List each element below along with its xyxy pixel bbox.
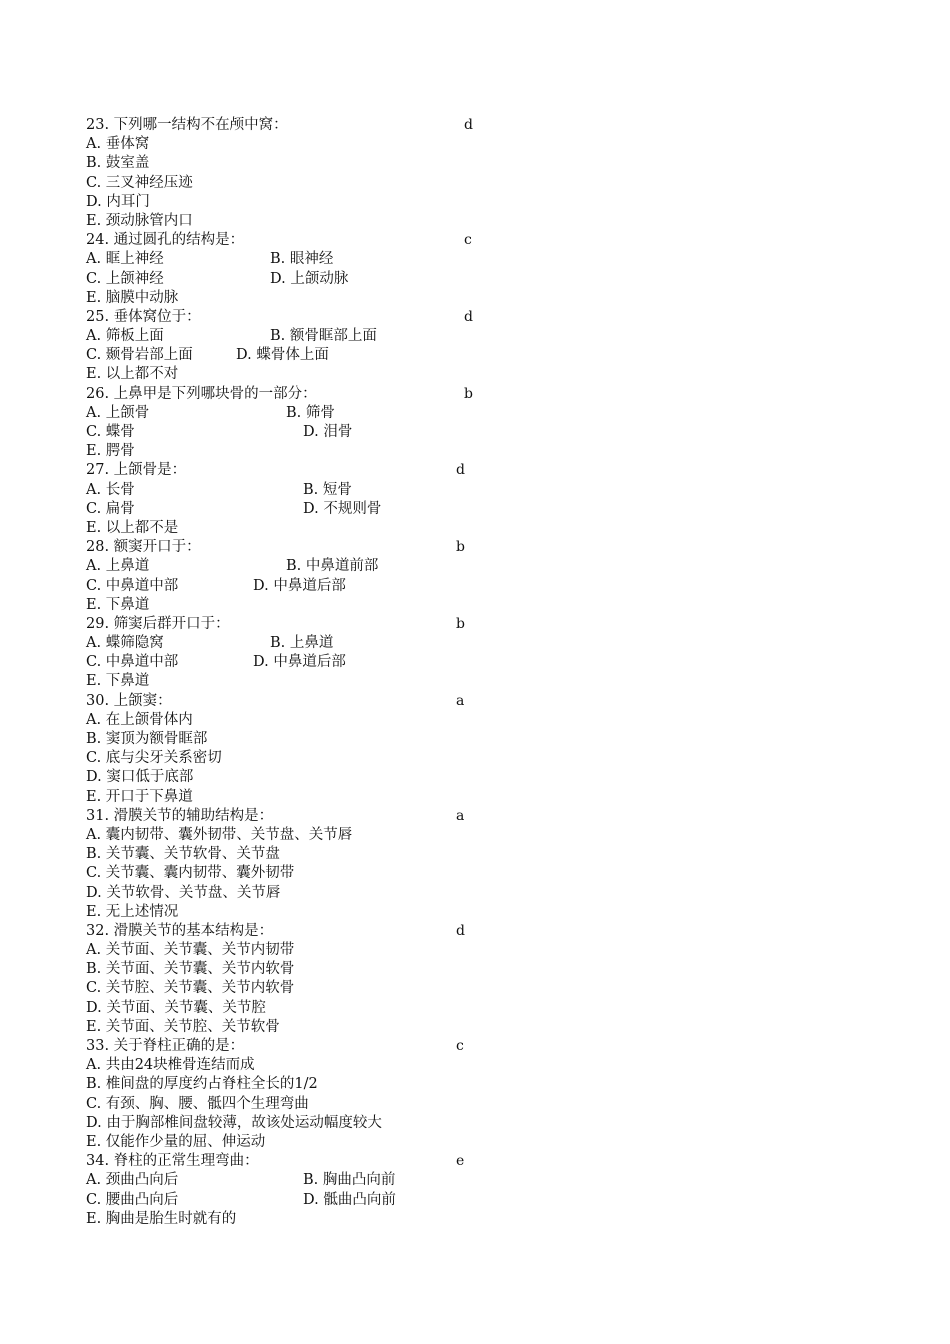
- question-stem: 32. 滑膜关节的基本结构是：: [86, 922, 274, 939]
- option-row: [86, 193, 506, 212]
- question-list: [86, 116, 506, 1229]
- option-row: [86, 365, 506, 384]
- option: E. 脑膜中动脉: [86, 289, 179, 306]
- option-row: [86, 1095, 506, 1114]
- option: E. 颈动脉管内口: [86, 212, 193, 229]
- question-stem: 23. 下列哪一结构不在颅中窝：: [86, 117, 288, 133]
- option: B. 关节面、关节囊、关节内软骨: [86, 961, 295, 978]
- question-stem: 28. 额窦开口于：: [86, 539, 201, 556]
- question-stem: 33. 关于脊柱正确的是：: [86, 1038, 245, 1054]
- option: A. 在上颌骨体内: [86, 711, 193, 728]
- option: B. 短骨: [303, 481, 352, 498]
- option: A. 筛板上面: [86, 328, 164, 345]
- question-stem-line: [86, 1037, 506, 1056]
- option: C. 中鼻道中部: [86, 577, 179, 594]
- option: D. 蝶骨体上面: [236, 347, 329, 364]
- option-row: [86, 845, 506, 864]
- option-row: [86, 788, 506, 807]
- option-row: [86, 1191, 506, 1210]
- option: A. 上颌骨: [86, 404, 150, 421]
- option-row: [86, 1210, 506, 1229]
- option: E. 以上都不是: [86, 519, 179, 536]
- question-stem: 29. 筛窦后群开口于：: [86, 615, 230, 632]
- answer-key: a: [456, 692, 465, 709]
- option-row: [86, 327, 506, 346]
- option: C. 三叉神经压迹: [86, 174, 193, 191]
- option-row: [86, 979, 506, 998]
- option: D. 不规则骨: [303, 500, 382, 517]
- answer-key: d: [464, 117, 473, 133]
- answer-key: b: [456, 615, 465, 632]
- option-row: [86, 653, 506, 672]
- option: C. 关节腔、关节囊、关节内软骨: [86, 980, 295, 997]
- question-stem-line: [86, 385, 506, 404]
- option: C. 扁骨: [86, 500, 135, 517]
- option: E. 开口于下鼻道: [86, 788, 193, 805]
- option-row: [86, 154, 506, 173]
- option: E. 仅能作少量的屈、伸运动: [86, 1133, 266, 1150]
- option: B. 中鼻道前部: [286, 558, 379, 575]
- option: B. 筛骨: [286, 404, 335, 421]
- option-row: [86, 960, 506, 979]
- option-row: [86, 826, 506, 845]
- option-row: [86, 519, 506, 538]
- option-row: [86, 557, 506, 576]
- answer-key: d: [456, 462, 465, 479]
- question-stem: 26. 上鼻甲是下列哪块骨的一部分：: [86, 385, 317, 402]
- option: A. 上鼻道: [86, 558, 150, 575]
- option-row: [86, 864, 506, 883]
- question-stem-line: [86, 615, 506, 634]
- option-row: [86, 999, 506, 1018]
- option: A. 关节面、关节囊、关节内韧带: [86, 942, 295, 959]
- option: E. 关节面、关节腔、关节软骨: [86, 1018, 280, 1035]
- option: E. 以上都不对: [86, 366, 179, 383]
- option-row: [86, 1018, 506, 1037]
- option: D. 窦口低于底部: [86, 769, 194, 786]
- option: E. 下鼻道: [86, 596, 150, 613]
- option-row: [86, 404, 506, 423]
- answer-key: e: [456, 1153, 465, 1170]
- option: A. 垂体窝: [86, 136, 150, 153]
- option-row: [86, 442, 506, 461]
- question-stem-line: [86, 692, 506, 711]
- option: A. 囊内韧带、囊外韧带、关节盘、关节唇: [86, 826, 353, 843]
- option: B. 上鼻道: [270, 635, 334, 652]
- option: D. 中鼻道后部: [253, 654, 346, 671]
- option-row: [86, 672, 506, 691]
- option: C. 关节囊、囊内韧带、囊外韧带: [86, 865, 295, 882]
- option-row: [86, 1056, 506, 1075]
- option: B. 椎间盘的厚度约占脊柱全长的1/2: [86, 1076, 318, 1093]
- option: D. 泪骨: [303, 424, 353, 440]
- option-row: [86, 577, 506, 596]
- option: A. 长骨: [86, 481, 135, 498]
- option-row: [86, 596, 506, 615]
- option: B. 窦顶为额骨眶部: [86, 731, 208, 747]
- option-row: [86, 174, 506, 193]
- option-row: [86, 250, 506, 269]
- option-row: [86, 289, 506, 308]
- option-row: [86, 481, 506, 500]
- question-stem-line: [86, 1152, 506, 1171]
- answer-key: d: [464, 308, 473, 325]
- option: C. 中鼻道中部: [86, 654, 179, 671]
- option: C. 上颌神经: [86, 270, 164, 287]
- option-row: [86, 500, 506, 519]
- option: D. 内耳门: [86, 193, 150, 210]
- option: C. 腰曲凸向后: [86, 1191, 179, 1208]
- option: B. 胸曲凸向前: [303, 1172, 396, 1189]
- option: B. 关节囊、关节软骨、关节盘: [86, 846, 280, 863]
- option: C. 有颈、胸、腰、骶四个生理弯曲: [86, 1095, 309, 1112]
- option-row: [86, 768, 506, 787]
- option: D. 上颌动脉: [270, 270, 349, 287]
- option: D. 中鼻道后部: [253, 577, 346, 594]
- option: C. 颞骨岩部上面: [86, 347, 193, 364]
- option: D. 关节软骨、关节盘、关节唇: [86, 884, 281, 901]
- option-row: [86, 730, 506, 749]
- option: C. 蝶骨: [86, 424, 135, 440]
- option: B. 额骨眶部上面: [270, 328, 377, 345]
- option: B. 鼓室盖: [86, 155, 150, 172]
- question-stem-line: [86, 807, 506, 826]
- question-stem-line: [86, 538, 506, 557]
- option: A. 共由24块椎骨连结而成: [86, 1057, 255, 1074]
- option-row: [86, 1171, 506, 1190]
- option: D. 关节面、关节囊、关节腔: [86, 999, 266, 1016]
- question-stem: 34. 脊柱的正常生理弯曲：: [86, 1153, 259, 1170]
- answer-key: c: [456, 1038, 464, 1054]
- option-row: [86, 1114, 506, 1133]
- option: E. 无上述情况: [86, 903, 179, 920]
- option-row: [86, 346, 506, 365]
- answer-key: c: [464, 232, 472, 249]
- question-stem-line: [86, 461, 506, 480]
- question-stem: 31. 滑膜关节的辅助结构是：: [86, 807, 274, 824]
- question-stem-line: [86, 116, 506, 135]
- option: C. 底与尖牙关系密切: [86, 750, 222, 767]
- option: E. 腭骨: [86, 443, 135, 460]
- option-row: [86, 270, 506, 289]
- option: E. 下鼻道: [86, 673, 150, 690]
- option: D. 骶曲凸向前: [303, 1191, 396, 1208]
- option-row: [86, 941, 506, 960]
- answer-key: b: [456, 539, 465, 556]
- option: D. 由于胸部椎间盘较薄，故该处运动幅度较大: [86, 1114, 382, 1131]
- option-row: [86, 423, 506, 442]
- question-stem: 24. 通过圆孔的结构是：: [86, 232, 245, 249]
- option: E. 胸曲是胎生时就有的: [86, 1210, 237, 1227]
- question-stem: 27. 上颌骨是：: [86, 462, 187, 479]
- question-stem: 30. 上颌窦：: [86, 692, 172, 709]
- option-row: [86, 135, 506, 154]
- option-row: [86, 749, 506, 768]
- option: A. 颈曲凸向后: [86, 1172, 179, 1189]
- option-row: [86, 884, 506, 903]
- answer-key: b: [464, 385, 473, 402]
- option-row: [86, 1075, 506, 1094]
- question-stem-line: [86, 922, 506, 941]
- option: A. 眶上神经: [86, 251, 164, 268]
- question-stem: 25. 垂体窝位于：: [86, 308, 201, 325]
- answer-key: a: [456, 807, 465, 824]
- option-row: [86, 212, 506, 231]
- option-row: [86, 711, 506, 730]
- option-row: [86, 903, 506, 922]
- option-row: [86, 634, 506, 653]
- question-stem-line: [86, 308, 506, 327]
- option: B. 眼神经: [270, 251, 334, 268]
- option: A. 蝶筛隐窝: [86, 635, 164, 652]
- question-stem-line: [86, 231, 506, 250]
- option-row: [86, 1133, 506, 1152]
- answer-key: d: [456, 922, 465, 939]
